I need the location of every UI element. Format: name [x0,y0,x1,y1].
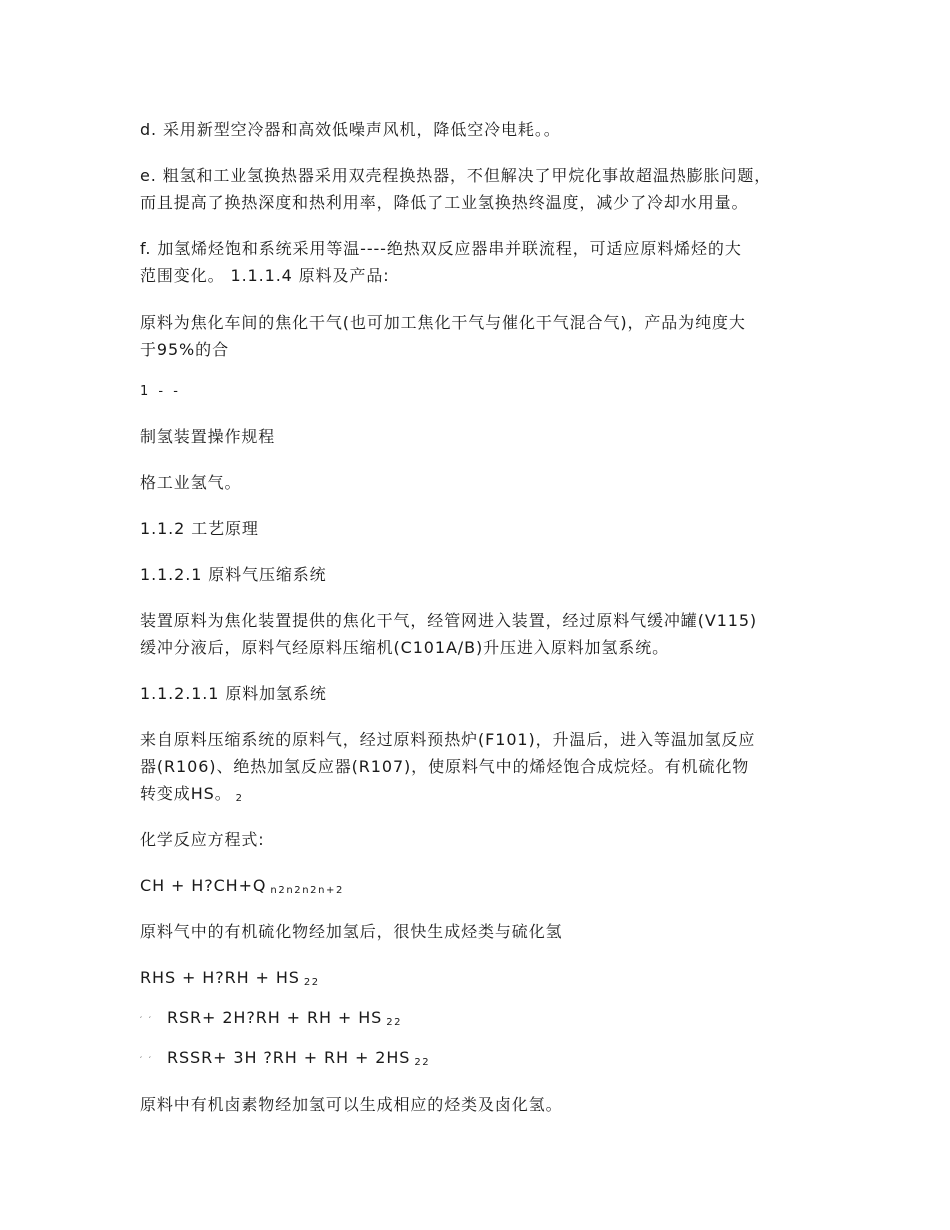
section-heading: 1.1.2 工艺原理 [140,519,259,538]
text-line: 格工业氢气。 [140,473,242,492]
equation-text: RSR+ 2H?RH + RH + HS [166,1008,383,1027]
text-line: 范围变化。 1.1.1.4 原料及产品: [140,266,390,285]
section-heading: 1.1.2.1.1 原料加氢系统 [140,684,327,703]
page-number: 1 - - [140,384,181,399]
subscript: 22 [386,1017,403,1028]
text-line: 原料中有机卤素物经加氢可以生成相应的烃类及卤化氢。 [140,1095,563,1114]
text-span: 转变成HS。 [140,784,232,803]
text-line: 器(R106)、绝热加氢反应器(R107)，使原料气中的烯烃饱合成烷烃。有机硫化物 [140,757,750,776]
subscript: n2n2n2n+2 [270,885,345,896]
text-line: 缓冲分液后，原料气经原料压缩机(C101A/B)升压进入原料加氢系统。 [140,638,670,657]
text-line: 来自原料压缩系统的原料气，经过原料预热炉(F101)，升温后，进入等温加氢反应 [140,730,756,749]
equation-text: RHS + H?RH + HS [140,968,300,987]
text-line: 化学反应方程式: [140,830,265,849]
equation [140,876,344,901]
section-heading: 1.1.2.1 原料气压缩系统 [140,565,327,584]
equation [140,968,320,993]
text-line: e. 粗氢和工业氢换热器采用双壳程换热器，不但解决了甲烷化事故超温热膨胀问题， [140,166,772,185]
text-line: f. 加氢烯烃饱和系统采用等温----绝热双反应器串并联流程，可适应原料烯烃的大 [140,239,742,258]
equation-text: RSSR+ 3H ?RH + RH + 2HS [166,1048,411,1067]
text-line: 原料气中的有机硫化物经加氢后，很快生成烃类与硫化氢 [140,922,563,941]
prime-marks: ′ ′ [140,1056,153,1066]
subscript: 2 [235,793,244,804]
subscript: 22 [303,977,320,988]
text-line: 而且提高了换热深度和热利用率，降低了工业氢换热终温度，减少了冷却水用量。 [140,193,749,212]
text-line: 原料为焦化车间的焦化干气(也可加工焦化干气与催化干气混合气)，产品为纯度大 [140,313,746,332]
text-line: d. 采用新型空冷器和高效低噪声风机，降低空冷电耗。。 [140,120,561,139]
subscript: 22 [414,1057,431,1068]
page-header: 制氢装置操作规程 [140,427,276,446]
text-line: 于95%的合 [140,340,229,359]
prime-marks: ′ ′ [140,1016,153,1026]
equation [140,1008,402,1033]
text-line: 装置原料为焦化装置提供的焦化干气，经管网进入装置，经过原料气缓冲罐(V115) [140,611,758,630]
text-line [140,784,244,809]
equation [140,1048,430,1073]
equation-text: CH + H?CH+Q [140,876,267,895]
